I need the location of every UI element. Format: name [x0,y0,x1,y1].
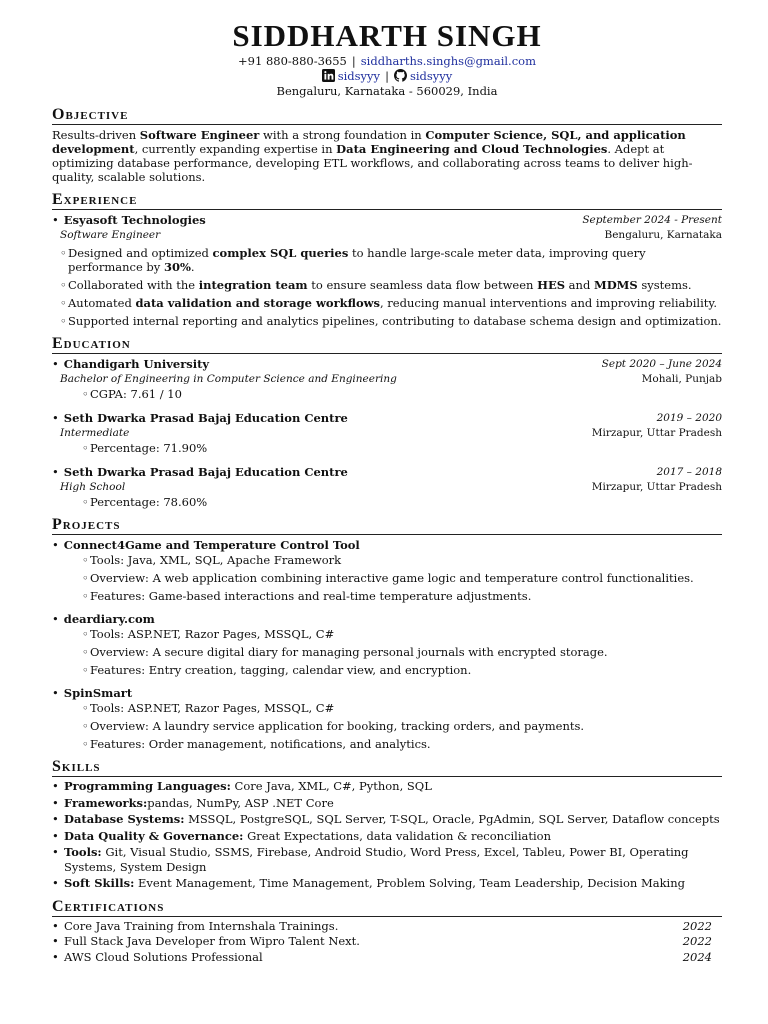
education-row [52,426,722,441]
projects-list [52,538,722,751]
section-title: Experience [52,191,722,210]
experience-bullet [52,278,722,292]
skill-item [52,829,722,844]
certification-year: 2022 [682,934,712,948]
bold-text: MDMS [593,278,638,292]
location: Bengaluru, Karnataka [604,228,722,241]
certification-item [52,950,722,965]
bold-text: 30% [163,260,191,274]
linkedin-link[interactable]: sidsyyy [337,69,381,83]
text-run: systems. [637,278,692,292]
text-run: Designed and optimized [68,246,213,260]
bold-text: Computer Science, SQL, and application development [52,128,686,156]
education-row [52,372,722,387]
company-name: • Esyasoft Technologies [52,213,206,228]
bold-text: HES [537,278,566,292]
contact-line [52,54,722,69]
location: Mohali, Punjab [641,372,722,385]
skill-item [52,876,722,891]
skill-item [52,845,722,874]
job-title: Software Engineer [60,228,161,241]
education-row [52,480,722,495]
text-run: with a strong foundation in [259,128,426,142]
education-section [52,335,722,509]
project-features: ◦ Features: Game-based interactions and real-time temperature adjustments. [52,589,722,603]
education-row [52,411,722,426]
certification-year: 2024 [682,949,712,964]
skill-category: Tools: [64,845,102,859]
text-run: and [565,278,594,292]
project-overview: ◦ Overview: A laundry service application for booking, tracking orders, and payments. [52,719,722,733]
institution-name: • Seth Dwarka Prasad Bajaj Education Centre [52,411,348,426]
text-run: , currently expanding expertise in [134,142,337,156]
education-row [52,357,722,372]
education-details [52,441,722,455]
separator: | [385,69,389,83]
bold-text: complex SQL queries [212,246,349,260]
skill-category: Programming Languages: [64,779,231,793]
text-run: , reducing manual interventions and improving reliability. [380,296,717,310]
experience-bullet [52,246,722,274]
bold-text: data validation and storage workflows [135,296,380,310]
project-overview: ◦ Overview: A secure digital diary for managing personal journals with encrypted storage. [52,645,722,659]
skill-values: Core Java, XML, C#, Python, SQL [230,779,432,793]
phone-number: +91 880-880-3655 [238,54,347,68]
project-tools: ◦ Tools: ASP.NET, Razor Pages, MSSQL, C# [52,701,722,715]
skills-section [52,758,722,891]
skill-values: pandas, NumPy, ASP .NET Core [147,795,334,810]
date-range: 2019 – 2020 [656,412,722,424]
skill-item [52,779,722,794]
text-run: to handle large-scale meter data, improving query performance by [68,246,646,274]
resume-page [52,18,722,964]
section-title: Projects [52,516,722,535]
candidate-name: SIDDHARTH SINGH [232,18,542,53]
bold-text: Data Engineering and Cloud Technologies [336,142,608,156]
section-title: Education [52,335,722,354]
project-tools: ◦ Tools: ASP.NET, Razor Pages, MSSQL, C# [52,627,722,641]
project-tools: ◦ Tools: Java, XML, SQL, Apache Framework [52,553,722,567]
objective-text [52,128,722,184]
certification-item [52,919,722,934]
project-overview: ◦ Overview: A web application combining interactive game logic and temperature control functionalities. [52,571,722,585]
project-details [52,627,722,677]
education-detail: ◦ Percentage: 71.90% [52,441,722,455]
linkedin-icon [322,69,335,82]
education-entry [52,465,722,509]
date-range: 2017 – 2018 [656,466,722,478]
github-link[interactable]: sidsyyy [409,69,453,83]
experience-entry [52,213,722,328]
education-list [52,357,722,509]
certification-name: • Full Stack Java Developer from Wipro Talent Next. [64,934,360,948]
experience-bullet [52,314,722,328]
project-entry [52,538,722,603]
text-run: Automated [68,296,136,310]
address: Bengaluru, Karnataka - 560029, India [276,84,498,98]
skills-list [52,779,722,891]
section-title: Objective [52,106,722,125]
section-title: Skills [52,758,722,777]
date-range: Sept 2020 – June 2024 [601,358,722,370]
objective-section [52,106,722,184]
skill-category: Data Quality & Governance: [64,828,244,843]
skill-category: Soft Skills: [64,876,135,890]
separator: | [351,54,356,68]
certification-item [52,934,722,949]
project-features: ◦ Features: Order management, notifications, and analytics. [52,737,722,751]
certifications-list [52,919,722,965]
degree: High School [60,480,126,493]
text-run: . [190,260,195,274]
text-run: Collaborated with the [68,278,199,292]
degree: Intermediate [60,426,130,439]
project-name: • Connect4Game and Temperature Control Tool [52,538,722,552]
project-name: • deardiary.com [52,612,722,626]
github-icon [394,69,407,82]
bold-text: Software Engineer [139,128,260,142]
education-entry [52,357,722,401]
projects-section [52,516,722,751]
certification-year: 2022 [682,918,712,933]
education-row [52,465,722,480]
skill-item [52,796,722,811]
section-title: Certifications [52,898,722,917]
experience-bullets [52,246,722,328]
education-details [52,495,722,509]
email-link[interactable]: siddharths.singhs@gmail.com [360,54,536,68]
skill-category: Frameworks: [64,795,148,810]
project-details [52,701,722,751]
project-features: ◦ Features: Entry creation, tagging, calendar view, and encryption. [52,663,722,677]
institution-name: • Chandigarh University [52,357,209,372]
experience-bullet [52,296,722,310]
skill-category: Database Systems: [64,812,185,826]
skill-values: MSSQL, PostgreSQL, SQL Server, T-SQL, Oracle, PgAdmin, SQL Server, Dataflow concepts [184,812,720,826]
degree: Bachelor of Engineering in Computer Science and Engineering [60,372,397,385]
education-details [52,387,722,401]
location: Mirzapur, Uttar Pradesh [591,480,722,493]
project-entry [52,686,722,751]
certifications-section [52,898,722,965]
education-detail: ◦ Percentage: 78.60% [52,495,722,509]
date-range: September 2024 - Present [582,214,722,226]
project-details [52,553,722,603]
education-entry [52,411,722,455]
location: Mirzapur, Uttar Pradesh [591,426,722,439]
text-run: to ensure seamless data flow between [307,278,538,292]
certification-name: • Core Java Training from Internshala Trainings. [64,918,339,933]
skill-item [52,812,722,827]
project-entry [52,612,722,677]
bold-text: integration team [198,278,308,292]
text-run: Supported internal reporting and analytics pipelines, contributing to database schema design and optimization. [68,314,722,328]
text-run: . Adept at optimizing database performance, developing ETL workflows, and collaborating across teams to deliver high-quality, scalable solutions. [52,142,693,184]
skill-values: Event Management, Time Management, Problem Solving, Team Leadership, Decision Making [134,876,685,890]
experience-section [52,191,722,328]
certification-name: • AWS Cloud Solutions Professional [64,949,263,964]
project-name: • SpinSmart [52,686,722,700]
education-detail: ◦ CGPA: 7.61 / 10 [52,387,722,401]
skill-values: Git, Visual Studio, SSMS, Firebase, Android Studio, Word Press, Excel, Tableu, Power BI, Operating Systems, System Design [64,845,689,874]
institution-name: • Seth Dwarka Prasad Bajaj Education Centre [52,465,348,480]
social-links [52,69,722,84]
text-run: Results-driven [52,128,140,142]
skill-values: Great Expectations, data validation & reconciliation [243,828,552,843]
